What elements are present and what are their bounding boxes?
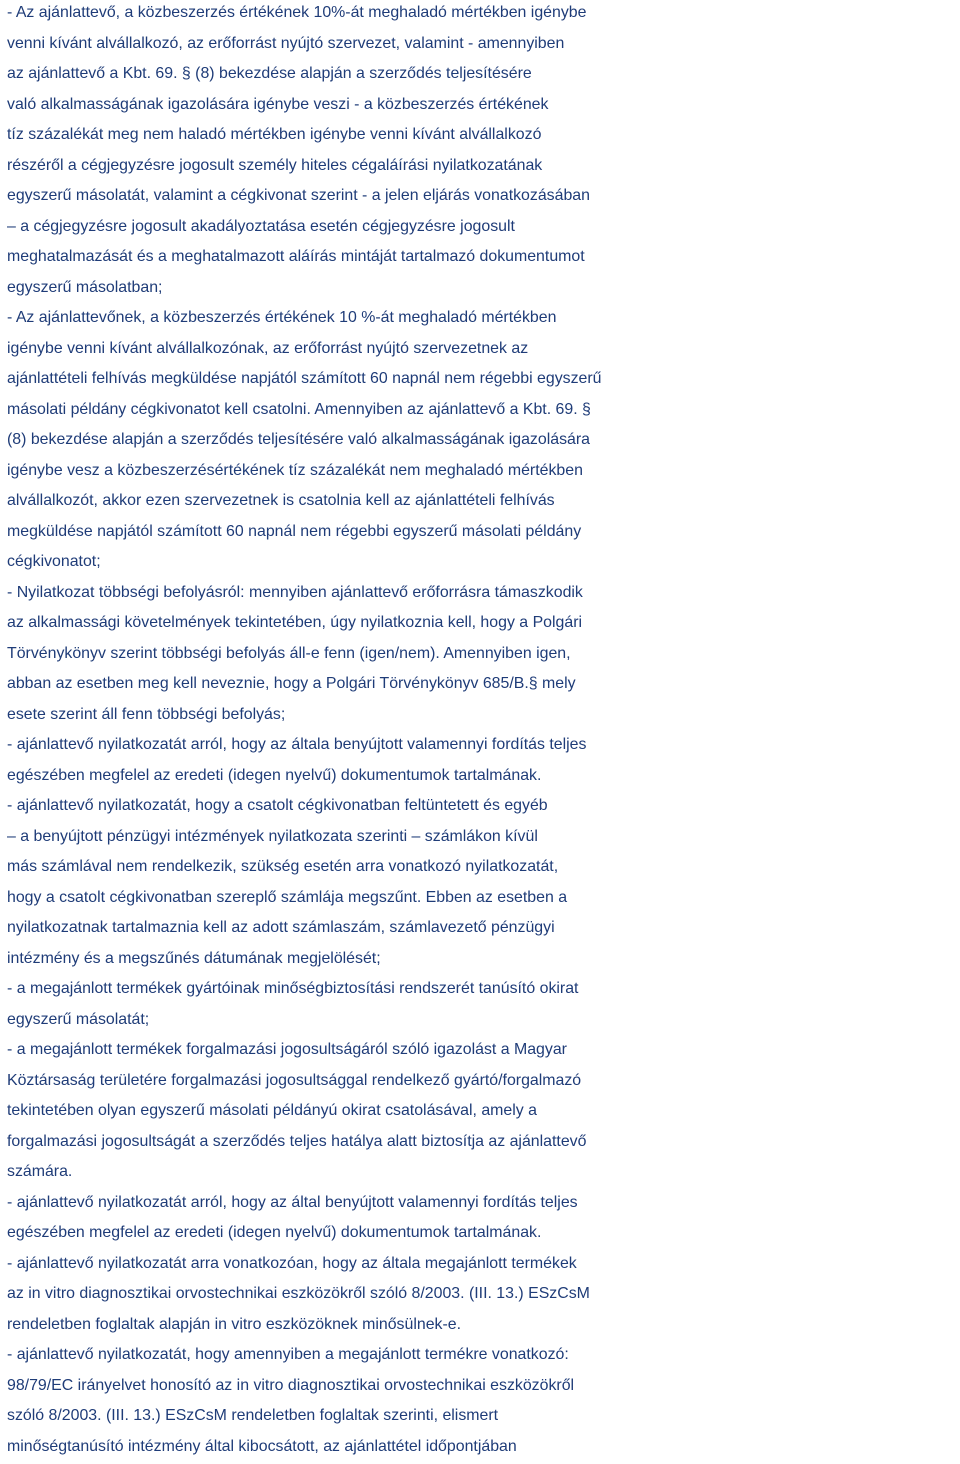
- document-text-line: - Az ajánlattevőnek, a közbeszerzés értékének 10 %-át meghaladó mértékben: [7, 309, 557, 326]
- document-text-line: minőségtanúsító intézmény által kibocsátott, az ajánlattétel időpontjában: [7, 1437, 517, 1455]
- document-text-line: esete szerint áll fenn többségi befolyás;: [7, 705, 286, 723]
- document-text-line: ajánlattételi felhívás megküldése napjától számított 60 napnál nem régebbi egyszerű: [7, 370, 602, 387]
- document-text-line: - a megajánlott termékek gyártóinak minőségbiztosítási rendszerét tanúsító okirat: [7, 980, 579, 997]
- document-text-line: rendeletben foglaltak alapján in vitro eszközöknek minősülnek-e.: [7, 1315, 462, 1333]
- document-text-line: - ajánlattevő nyilatkozatát arra vonatkozóan, hogy az általa megajánlott termékek: [7, 1254, 577, 1272]
- document-text-line: egyszerű másolatát, valamint a cégkivonat szerint - a jelen eljárás vonatkozásában: [7, 187, 590, 204]
- document-text-line: venni kívánt alvállalkozó, az erőforrást nyújtó szervezet, valamint - amennyiben: [7, 34, 565, 52]
- document-text-line: egyszerű másolatban;: [7, 278, 163, 296]
- document-text-line: - a megajánlott termékek forgalmazási jogosultságáról szóló igazolást a Magyar: [7, 1041, 567, 1058]
- document-text-line: – a benyújtott pénzügyi intézmények nyilatkozata szerinti – számlákon kívül: [7, 827, 538, 845]
- document-text-line: más számlával nem rendelkezik, szükség esetén arra vonatkozó nyilatkozatát,: [7, 858, 559, 875]
- document-text-line: 98/79/EC irányelvet honosító az in vitro diagnosztikai orvostechnikai eszközökről: [7, 1376, 575, 1394]
- document-text-line: – a cégjegyzésre jogosult akadályoztatása esetén cégjegyzésre jogosult: [7, 217, 515, 235]
- document-text-line: Törvénykönyv szerint többségi befolyás áll-e fenn (igen/nem). Amennyiben igen,: [7, 644, 571, 662]
- document-body-text: [7, 0, 960, 1462]
- document-text-line: szóló 8/2003. (III. 13.) ESzCsM rendeletben foglaltak szerinti, elismert: [7, 1407, 499, 1424]
- document-text-line: részéről a cégjegyzésre jogosult személy hiteles cégaláírási nyilatkozatának: [7, 156, 543, 174]
- document-text-line: (8) bekezdése alapján a szerződés teljesítésére való alkalmasságának igazolására: [7, 431, 590, 448]
- document-text-line: egyszerű másolatát;: [7, 1010, 150, 1028]
- document-text-line: tekintetében olyan egyszerű másolati példányú okirat csatolásával, amely a: [7, 1102, 537, 1119]
- document-text-line: intézmény és a megszűnés dátumának megjelölését;: [7, 949, 381, 967]
- document-text-line: való alkalmasságának igazolására igénybe veszi - a közbeszerzés értékének: [7, 95, 549, 113]
- document-text-line: - ajánlattevő nyilatkozatát, hogy a csatolt cégkivonatban feltüntetett és egyéb: [7, 797, 548, 814]
- document-text-line: megküldése napjától számított 60 napnál nem régebbi egyszerű másolati példány: [7, 522, 582, 540]
- document-text-line: hogy a csatolt cégkivonatban szereplő számlája megszűnt. Ebben az esetben a: [7, 888, 568, 906]
- document-text-line: meghatalmazását és a meghatalmazott aláírás mintáját tartalmazó dokumentumot: [7, 248, 585, 265]
- document-text-line: abban az esetben meg kell neveznie, hogy a Polgári Törvénykönyv 685/B.§ mely: [7, 675, 576, 692]
- document-text-line: igénybe vesz a közbeszerzésértékének tíz százalékát nem meghaladó mértékben: [7, 461, 583, 479]
- document-text-line: - ajánlattevő nyilatkozatát arról, hogy az általa benyújtott valamennyi fordítás teljes: [7, 736, 587, 753]
- document-text-line: az in vitro diagnosztikai orvostechnikai eszközökről szóló 8/2003. (III. 13.) ESzCsM: [7, 1285, 590, 1302]
- document-text-line: - ajánlattevő nyilatkozatát, hogy amennyiben a megajánlott termékre vonatkozó:: [7, 1346, 569, 1363]
- document-text-line: egészében megfelel az eredeti (idegen nyelvű) dokumentumok tartalmának.: [7, 1224, 542, 1241]
- document-text-line: az ajánlattevő a Kbt. 69. § (8) bekezdése alapján a szerződés teljesítésére: [7, 65, 532, 82]
- document-text-line: nyilatkozatnak tartalmaznia kell az adott számlaszám, számlavezető pénzügyi: [7, 919, 555, 936]
- document-text-line: - Az ajánlattevő, a közbeszerzés értékének 10%-át meghaladó mértékben igénybe: [7, 4, 587, 21]
- document-text-line: igénybe venni kívánt alvállalkozónak, az erőforrást nyújtó szervezetnek az: [7, 339, 529, 357]
- document-text-line: tíz százalékát meg nem haladó mértékben igénybe venni kívánt alvállalkozó: [7, 126, 542, 143]
- document-text-line: másolati példány cégkivonatot kell csatolni. Amennyiben az ajánlattevő a Kbt. 69. §: [7, 400, 591, 418]
- document-text-line: az alkalmassági követelmények tekintetében, úgy nyilatkoznia kell, hogy a Polgári: [7, 614, 583, 631]
- document-text-line: Köztársaság területére forgalmazási jogosultsággal rendelkező gyártó/forgalmazó: [7, 1071, 582, 1089]
- document-text-line: - ajánlattevő nyilatkozatát arról, hogy az által benyújtott valamennyi fordítás teljes: [7, 1193, 578, 1211]
- document-text-line: egészében megfelel az eredeti (idegen nyelvű) dokumentumok tartalmának.: [7, 766, 542, 784]
- document-text-line: cégkivonatot;: [7, 553, 101, 570]
- document-text-line: forgalmazási jogosultságát a szerződés teljes hatálya alatt biztosítja az ajánlattevő: [7, 1132, 587, 1150]
- document-text-line: - Nyilatkozat többségi befolyásról: mennyiben ajánlattevő erőforrásra támaszkodik: [7, 583, 583, 601]
- document-text-line: alvállalkozót, akkor ezen szervezetnek is csatolnia kell az ajánlattételi felhívás: [7, 492, 555, 509]
- document-text-line: számára.: [7, 1163, 73, 1180]
